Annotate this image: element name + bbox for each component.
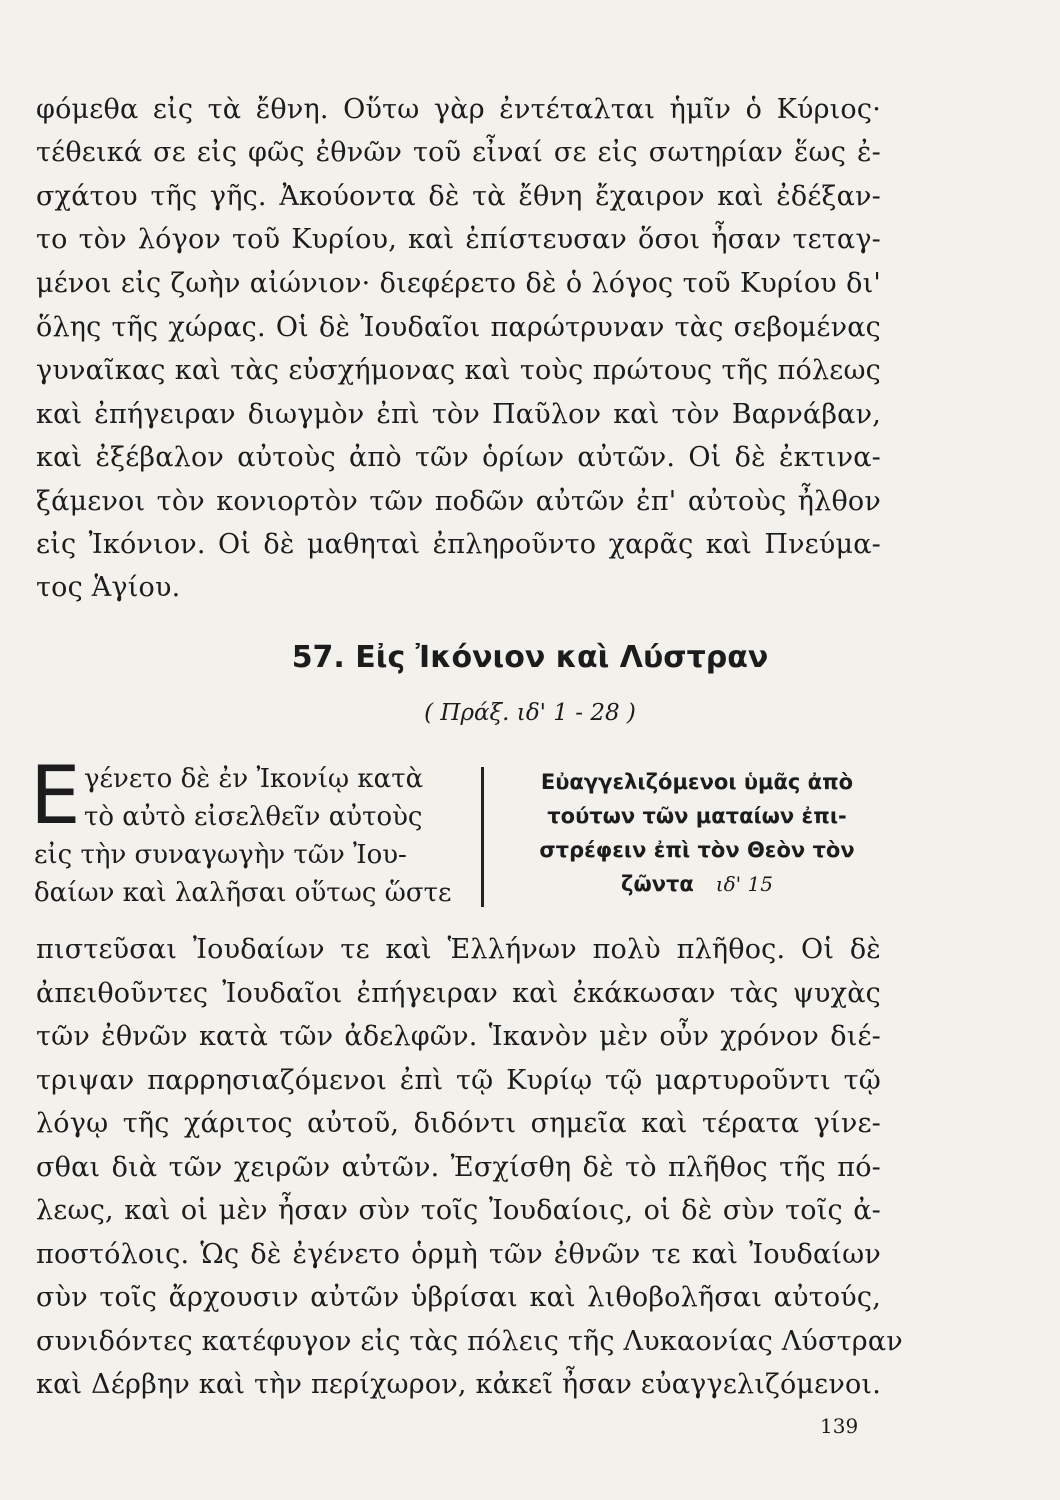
text-line: πιστεῦσαι Ἰουδαίων τε καὶ Ἑλλήνων πολὺ πλῆθος. Οἱ δὲ bbox=[36, 934, 881, 965]
sidebar-quote-line: Εὐαγγελιζόμενοι ὑμᾶς ἀπὸ bbox=[540, 770, 854, 794]
text-line: ποστόλοις. Ὡς δὲ ἐγένετο ὁρμὴ τῶν ἐθνῶν τε καὶ Ἰουδαίων bbox=[36, 1239, 881, 1270]
text-line: λόγῳ τῆς χάριτος αὐτοῦ, διδόντι σημεῖα καὶ τέρατα γίνε- bbox=[36, 1108, 881, 1139]
column-line: δαίων καὶ λαλῆσαι οὕτως ὥστε bbox=[34, 878, 452, 908]
text-line: σχάτου τῆς γῆς. Ἀκούοντα δὲ τὰ ἔθνη ἔχαιρον καὶ ἐδέξαν- bbox=[36, 181, 881, 212]
drop-cap: E bbox=[30, 749, 81, 842]
text-line: τριψαν παρρησιαζόμενοι ἐπὶ τῷ Κυρίῳ τῷ μαρτυροῦντι τῷ bbox=[36, 1065, 881, 1096]
column-line: τὸ αὐτὸ εἰσελθεῖν αὐτοὺς bbox=[84, 802, 423, 832]
text-line: τέθεικά σε εἰς φῶς ἐθνῶν τοῦ εἶναί σε εἰς σωτηρίαν ἕως ἐ- bbox=[36, 137, 881, 168]
text-line: το τὸν λόγον τοῦ Κυρίου, καὶ ἐπίστευσαν ὅσοι ἦσαν τεταγ- bbox=[36, 224, 881, 255]
text-line: ξάμενοι τὸν κονιορτὸν τῶν ποδῶν αὐτῶν ἐπ' αὐτοὺς ἦλθον bbox=[36, 486, 881, 517]
text-line: εἰς Ἰκόνιον. Οἱ δὲ μαθηταὶ ἐπληροῦντο χαρᾶς καὶ Πνεύμα- bbox=[36, 529, 881, 560]
text-line: καὶ ἐπήγειραν διωγμὸν ἐπὶ τὸν Παῦλον καὶ τὸν Βαρνάβαν, bbox=[36, 399, 881, 430]
text-line: σθαι διὰ τῶν χειρῶν αὐτῶν. Ἐσχίσθη δὲ τὸ πλῆθος τῆς πό- bbox=[36, 1152, 881, 1183]
text-line: ὅλης τῆς χώρας. Οἱ δὲ Ἰουδαῖοι παρώτρυναν τὰς σεβομένας bbox=[36, 312, 881, 343]
text-line: φόμεθα εἰς τὰ ἔθνη. Οὕτω γὰρ ἐντέταλται ἡμῖν ὁ Κύριος· bbox=[36, 94, 881, 125]
text-line: γυναῖκας καὶ τὰς εὐσχήμονας καὶ τοὺς πρώτους τῆς πόλεως bbox=[36, 355, 881, 386]
page-number: 139 bbox=[820, 1414, 859, 1438]
text-line: σὺν τοῖς ἄρχουσιν αὐτῶν ὑβρίσαι καὶ λιθοβολῆσαι αὐτούς, bbox=[36, 1282, 881, 1313]
sidebar-quote-ref: ιδ' 15 bbox=[715, 872, 773, 896]
text-line: τος Ἁγίου. bbox=[36, 572, 181, 603]
column-line: γένετο δὲ ἐν Ἰκονίῳ κατὰ bbox=[84, 764, 424, 794]
text-line: συνιδόντες κατέφυγον εἰς τὰς πόλεις τῆς Λυκαονίας Λύστραν bbox=[36, 1326, 903, 1357]
text-line: ἀπειθοῦντες Ἰουδαῖοι ἐπήγειραν καὶ ἐκάκωσαν τὰς ψυχὰς bbox=[36, 978, 881, 1009]
sidebar-quote-line bbox=[502, 868, 892, 900]
sidebar-quote-line: τούτων τῶν ματαίων ἐπι- bbox=[547, 804, 847, 828]
text-line: μένοι εἰς ζωὴν αἰώνιον· διεφέρετο δὲ ὁ λόγος τοῦ Κυρίου δι' bbox=[36, 268, 881, 299]
column-divider bbox=[481, 767, 484, 907]
column-line: εἰς τὴν συναγωγὴν τῶν Ἰου- bbox=[34, 840, 407, 870]
scripture-reference: ( Πράξ. ιδ' 1 - 28 ) bbox=[424, 700, 636, 726]
sidebar-quote-last: ζῶντα bbox=[621, 872, 694, 896]
text-line: καὶ ἐξέβαλον αὐτοὺς ἀπὸ τῶν ὁρίων αὐτῶν. Οἱ δὲ ἐκτινα- bbox=[36, 442, 881, 473]
text-line: τῶν ἐθνῶν κατὰ τῶν ἀδελφῶν. Ἱκανὸν μὲν οὖν χρόνον διέ- bbox=[36, 1021, 881, 1052]
sidebar-quote-line: στρέφειν ἐπὶ τὸν Θεὸν τὸν bbox=[539, 838, 855, 862]
text-line: καὶ Δέρβην καὶ τὴν περίχωρον, κἀκεῖ ἦσαν εὐαγγελιζόμενοι. bbox=[36, 1369, 881, 1400]
text-line: λεως, καὶ οἱ μὲν ἦσαν σὺν τοῖς Ἰουδαίοις, οἱ δὲ σὺν τοῖς ἀ- bbox=[36, 1195, 881, 1226]
section-heading: 57. Εἰς Ἰκόνιον καὶ Λύστραν bbox=[291, 640, 769, 675]
